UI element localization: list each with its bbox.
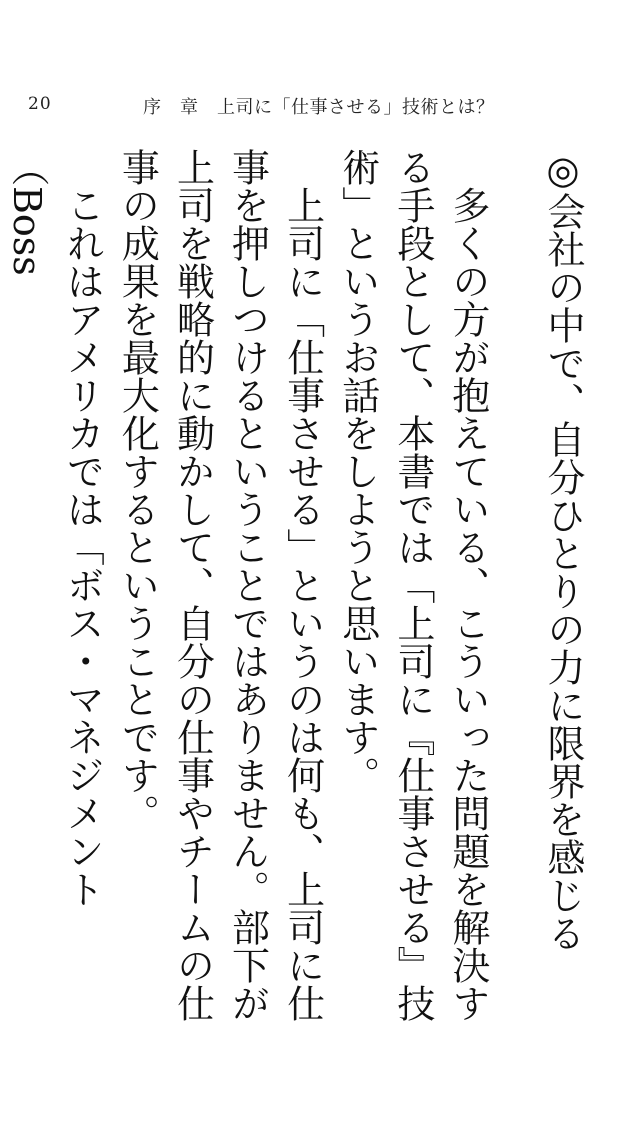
body-paragraph: 多くの方が抱えている、こういった問題を解決する手段として、本書では「上司に『仕事させる』技術」というお話をしようと思います。 bbox=[335, 148, 490, 1022]
body-paragraph: 上司に「仕事させる」というのは何も、上司に仕事を押しつけるということではありません。部下が上司を戦略的に動かして、自分の仕事やチームの仕事の成果を最大化するということです。 bbox=[115, 148, 325, 1022]
vertical-text-block bbox=[0, 148, 590, 1022]
section-subheading: ◎会社の中で、自分ひとりの力に限界を感じる bbox=[541, 148, 585, 952]
body-paragraph: これはアメリカでは「ボス・マネジメント（Boss bbox=[5, 148, 105, 908]
page-number: 20 bbox=[28, 94, 52, 114]
running-header-chapter-title: 序 章 上司に「仕事させる」技術とは？ bbox=[143, 97, 495, 118]
